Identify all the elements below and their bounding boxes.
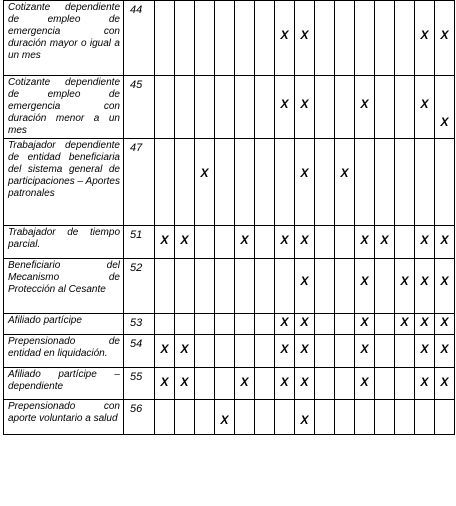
mark-x: X bbox=[440, 315, 449, 329]
mark-x: X bbox=[160, 375, 169, 389]
mark-cell bbox=[435, 1, 455, 76]
mark-x: X bbox=[300, 97, 309, 111]
row-description: Afiliado partícipe bbox=[4, 314, 124, 335]
mark-cell bbox=[435, 335, 455, 368]
mark-cell bbox=[435, 139, 455, 226]
mark-cell bbox=[395, 400, 415, 435]
mark-x: X bbox=[220, 413, 229, 427]
row-description: Beneficiario del Mecanismo de Protección al Cesante bbox=[4, 259, 124, 314]
mark-x: X bbox=[300, 166, 309, 180]
mark-cell bbox=[275, 259, 295, 314]
mark-x: X bbox=[360, 375, 369, 389]
mark-cell bbox=[175, 368, 195, 400]
mark-x: X bbox=[300, 233, 309, 247]
mark-x: X bbox=[280, 315, 289, 329]
mark-cell bbox=[395, 226, 415, 259]
mark-cell bbox=[315, 139, 335, 226]
mark-cell bbox=[295, 314, 315, 335]
table-row bbox=[4, 400, 455, 435]
mark-x: X bbox=[440, 115, 449, 129]
mark-cell bbox=[155, 314, 175, 335]
mark-cell bbox=[355, 368, 375, 400]
mark-cell bbox=[375, 335, 395, 368]
mark-cell bbox=[335, 368, 355, 400]
mark-cell bbox=[315, 400, 335, 435]
mark-cell bbox=[235, 314, 255, 335]
afiliado-type-table-container bbox=[3, 0, 454, 435]
mark-cell bbox=[235, 368, 255, 400]
mark-cell bbox=[235, 259, 255, 314]
mark-cell bbox=[295, 76, 315, 139]
table-row bbox=[4, 259, 455, 314]
mark-cell bbox=[375, 368, 395, 400]
mark-x: X bbox=[300, 28, 309, 42]
row-description: Prepensionado de entidad en liquidación. bbox=[4, 335, 124, 368]
mark-cell bbox=[295, 139, 315, 226]
mark-cell bbox=[435, 259, 455, 314]
table-row bbox=[4, 335, 455, 368]
mark-cell bbox=[435, 314, 455, 335]
mark-x: X bbox=[240, 375, 249, 389]
mark-cell bbox=[395, 259, 415, 314]
mark-x: X bbox=[300, 375, 309, 389]
mark-x: X bbox=[180, 233, 189, 247]
mark-x: X bbox=[280, 97, 289, 111]
mark-x: X bbox=[440, 233, 449, 247]
row-code: 54 bbox=[124, 335, 155, 368]
mark-cell bbox=[375, 1, 395, 76]
mark-cell bbox=[195, 335, 215, 368]
row-code: 53 bbox=[124, 314, 155, 335]
mark-cell bbox=[395, 139, 415, 226]
mark-x: X bbox=[280, 342, 289, 356]
mark-cell bbox=[215, 259, 235, 314]
mark-cell bbox=[375, 226, 395, 259]
mark-cell bbox=[275, 1, 295, 76]
mark-cell bbox=[275, 400, 295, 435]
mark-x: X bbox=[420, 28, 429, 42]
mark-cell bbox=[215, 314, 235, 335]
mark-cell bbox=[335, 226, 355, 259]
mark-x: X bbox=[400, 274, 409, 288]
mark-x: X bbox=[160, 342, 169, 356]
mark-cell bbox=[255, 368, 275, 400]
row-code: 44 bbox=[124, 1, 155, 76]
row-description: Cotizante dependiente de empleo de emergencia con duración menor a un mes bbox=[4, 76, 124, 139]
mark-x: X bbox=[280, 233, 289, 247]
mark-cell bbox=[355, 226, 375, 259]
mark-cell bbox=[275, 314, 295, 335]
mark-cell bbox=[255, 259, 275, 314]
mark-cell bbox=[415, 314, 435, 335]
mark-x: X bbox=[440, 375, 449, 389]
mark-x: X bbox=[360, 233, 369, 247]
mark-cell bbox=[335, 259, 355, 314]
mark-x: X bbox=[420, 342, 429, 356]
mark-cell bbox=[195, 400, 215, 435]
mark-x: X bbox=[300, 274, 309, 288]
mark-x: X bbox=[180, 375, 189, 389]
mark-x: X bbox=[280, 28, 289, 42]
mark-cell bbox=[235, 76, 255, 139]
mark-cell bbox=[375, 314, 395, 335]
mark-cell bbox=[195, 76, 215, 139]
mark-cell bbox=[395, 1, 415, 76]
mark-cell bbox=[175, 1, 195, 76]
table-body bbox=[4, 1, 455, 435]
mark-cell bbox=[275, 368, 295, 400]
mark-cell bbox=[235, 1, 255, 76]
mark-cell bbox=[415, 368, 435, 400]
mark-cell bbox=[335, 1, 355, 76]
mark-x: X bbox=[360, 315, 369, 329]
mark-x: X bbox=[340, 166, 349, 180]
mark-cell bbox=[275, 76, 295, 139]
mark-cell bbox=[315, 76, 335, 139]
mark-cell bbox=[335, 400, 355, 435]
mark-x: X bbox=[360, 274, 369, 288]
mark-x: X bbox=[420, 97, 429, 111]
mark-cell bbox=[155, 400, 175, 435]
mark-cell bbox=[175, 259, 195, 314]
mark-cell bbox=[215, 1, 235, 76]
mark-cell bbox=[295, 400, 315, 435]
mark-x: X bbox=[300, 413, 309, 427]
mark-cell bbox=[195, 139, 215, 226]
mark-cell bbox=[235, 400, 255, 435]
row-code: 51 bbox=[124, 226, 155, 259]
mark-cell bbox=[255, 76, 275, 139]
mark-cell bbox=[435, 226, 455, 259]
afiliado-type-table bbox=[3, 0, 455, 435]
mark-cell bbox=[195, 314, 215, 335]
mark-cell bbox=[255, 139, 275, 226]
mark-cell bbox=[155, 76, 175, 139]
mark-cell bbox=[235, 335, 255, 368]
row-description: Trabajador dependiente de entidad beneficiaria del sistema general de participaciones – Aportes patronales bbox=[4, 139, 124, 226]
mark-cell bbox=[435, 76, 455, 139]
table-row bbox=[4, 1, 455, 76]
mark-cell bbox=[335, 314, 355, 335]
mark-cell bbox=[175, 335, 195, 368]
mark-cell bbox=[395, 314, 415, 335]
row-code: 55 bbox=[124, 368, 155, 400]
mark-x: X bbox=[300, 315, 309, 329]
mark-cell bbox=[255, 400, 275, 435]
mark-cell bbox=[215, 400, 235, 435]
mark-cell bbox=[175, 400, 195, 435]
mark-cell bbox=[315, 259, 335, 314]
mark-cell bbox=[415, 1, 435, 76]
mark-cell bbox=[275, 139, 295, 226]
mark-cell bbox=[275, 226, 295, 259]
mark-cell bbox=[195, 259, 215, 314]
mark-cell bbox=[155, 1, 175, 76]
row-code: 47 bbox=[124, 139, 155, 226]
mark-cell bbox=[335, 76, 355, 139]
mark-cell bbox=[255, 226, 275, 259]
mark-cell bbox=[295, 259, 315, 314]
mark-x: X bbox=[420, 274, 429, 288]
row-description: Prepensionado con aporte voluntario a salud bbox=[4, 400, 124, 435]
mark-cell bbox=[235, 226, 255, 259]
mark-cell bbox=[215, 335, 235, 368]
mark-x: X bbox=[420, 375, 429, 389]
table-row bbox=[4, 314, 455, 335]
mark-cell bbox=[295, 335, 315, 368]
mark-cell bbox=[175, 226, 195, 259]
mark-x: X bbox=[380, 233, 389, 247]
mark-cell bbox=[215, 139, 235, 226]
mark-cell bbox=[295, 1, 315, 76]
mark-x: X bbox=[280, 375, 289, 389]
mark-cell bbox=[175, 76, 195, 139]
row-description: Cotizante dependiente de empleo de emergencia con duración mayor o igual a un mes bbox=[4, 1, 124, 76]
mark-cell bbox=[295, 226, 315, 259]
row-code: 52 bbox=[124, 259, 155, 314]
mark-cell bbox=[355, 335, 375, 368]
mark-cell bbox=[315, 314, 335, 335]
mark-cell bbox=[155, 139, 175, 226]
mark-cell bbox=[315, 368, 335, 400]
mark-cell bbox=[355, 139, 375, 226]
mark-cell bbox=[415, 400, 435, 435]
mark-x: X bbox=[440, 274, 449, 288]
row-description: Afiliado partícipe – dependiente bbox=[4, 368, 124, 400]
row-code: 45 bbox=[124, 76, 155, 139]
mark-x: X bbox=[440, 28, 449, 42]
mark-cell bbox=[395, 368, 415, 400]
mark-cell bbox=[275, 335, 295, 368]
mark-cell bbox=[315, 226, 335, 259]
mark-cell bbox=[335, 335, 355, 368]
mark-cell bbox=[415, 259, 435, 314]
mark-cell bbox=[155, 226, 175, 259]
mark-cell bbox=[195, 1, 215, 76]
mark-x: X bbox=[300, 342, 309, 356]
row-code: 56 bbox=[124, 400, 155, 435]
mark-cell bbox=[355, 259, 375, 314]
table-row bbox=[4, 139, 455, 226]
mark-x: X bbox=[240, 233, 249, 247]
mark-cell bbox=[255, 314, 275, 335]
mark-x: X bbox=[360, 342, 369, 356]
mark-cell bbox=[375, 259, 395, 314]
mark-cell bbox=[415, 226, 435, 259]
mark-x: X bbox=[400, 315, 409, 329]
mark-cell bbox=[395, 335, 415, 368]
mark-cell bbox=[355, 400, 375, 435]
mark-cell bbox=[155, 259, 175, 314]
mark-cell bbox=[255, 335, 275, 368]
mark-cell bbox=[355, 76, 375, 139]
mark-cell bbox=[395, 76, 415, 139]
mark-cell bbox=[175, 139, 195, 226]
mark-x: X bbox=[360, 97, 369, 111]
mark-cell bbox=[355, 1, 375, 76]
mark-cell bbox=[255, 1, 275, 76]
mark-cell bbox=[155, 368, 175, 400]
mark-x: X bbox=[420, 233, 429, 247]
mark-cell bbox=[415, 139, 435, 226]
mark-cell bbox=[295, 368, 315, 400]
mark-x: X bbox=[420, 315, 429, 329]
mark-cell bbox=[355, 314, 375, 335]
mark-cell bbox=[435, 400, 455, 435]
mark-cell bbox=[215, 226, 235, 259]
mark-cell bbox=[375, 139, 395, 226]
mark-cell bbox=[375, 400, 395, 435]
mark-cell bbox=[335, 139, 355, 226]
mark-cell bbox=[175, 314, 195, 335]
mark-x: X bbox=[200, 166, 209, 180]
mark-cell bbox=[415, 335, 435, 368]
mark-cell bbox=[215, 368, 235, 400]
row-description: Trabajador de tiempo parcial. bbox=[4, 226, 124, 259]
mark-cell bbox=[195, 368, 215, 400]
mark-cell bbox=[215, 76, 235, 139]
mark-cell bbox=[315, 335, 335, 368]
table-row bbox=[4, 368, 455, 400]
mark-cell bbox=[235, 139, 255, 226]
mark-cell bbox=[155, 335, 175, 368]
table-row bbox=[4, 76, 455, 139]
mark-cell bbox=[435, 368, 455, 400]
mark-x: X bbox=[180, 342, 189, 356]
mark-cell bbox=[375, 76, 395, 139]
table-row bbox=[4, 226, 455, 259]
mark-cell bbox=[315, 1, 335, 76]
mark-cell bbox=[195, 226, 215, 259]
mark-x: X bbox=[160, 233, 169, 247]
mark-x: X bbox=[440, 342, 449, 356]
mark-cell bbox=[415, 76, 435, 139]
